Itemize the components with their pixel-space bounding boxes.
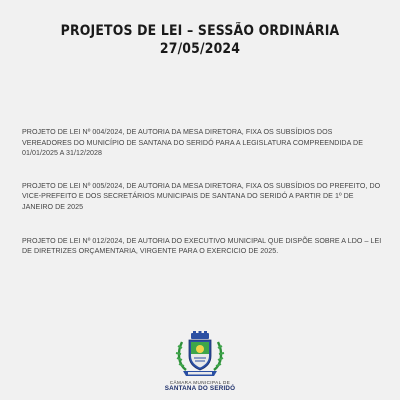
municipal-coat-of-arms-icon bbox=[174, 330, 226, 378]
session-date: 27/05/2024 bbox=[159, 41, 241, 57]
project-item-004: PROJETO DE LEI Nº 004/2024, DE AUTORIA DA MESA DIRETORA, FIXA OS SUBSÍDIOS DOS VEREADORES DO MUNICÍPIO DE SANTANA DO SERIDÓ PARA A LEGISLATURA COMPREENDIDA DE 01/01/2025 A 31/12/2028 bbox=[22, 128, 363, 158]
page-title: PROJETOS DE LEI – SESSÃO ORDINÁRIA bbox=[60, 23, 340, 39]
project-item-005: PROJETO DE LEI Nº 005/2024, DE AUTORIA DA MESA DIRETORA, FIXA OS SUBSÍDIOS DO PREFEITO, DO VICE-PREFEITO E DOS SECRETÁRIOS MUNICIPAIS DE SANTANA DO SERIDÓ A PARTIR DE 1º DE JANEIRO DE 2025 bbox=[22, 181, 381, 211]
project-list bbox=[22, 127, 384, 279]
footer-municipality-name: SANTANA DO SERIDÓ bbox=[164, 385, 236, 392]
title-block bbox=[0, 22, 400, 58]
footer-institution-label: CÂMARA MUNICIPAL DE bbox=[169, 380, 231, 385]
project-item-012: PROJETO DE LEI Nº 012/2024, DE AUTORIA DO EXECUTIVO MUNICIPAL QUE DISPÕE SOBRE A LDO – LEI DE DIRETRIZES ORÇAMENTARIA, VIRGENTE PARA O EXERCICIO DE 2025. bbox=[22, 236, 382, 256]
footer-logo bbox=[0, 330, 400, 396]
